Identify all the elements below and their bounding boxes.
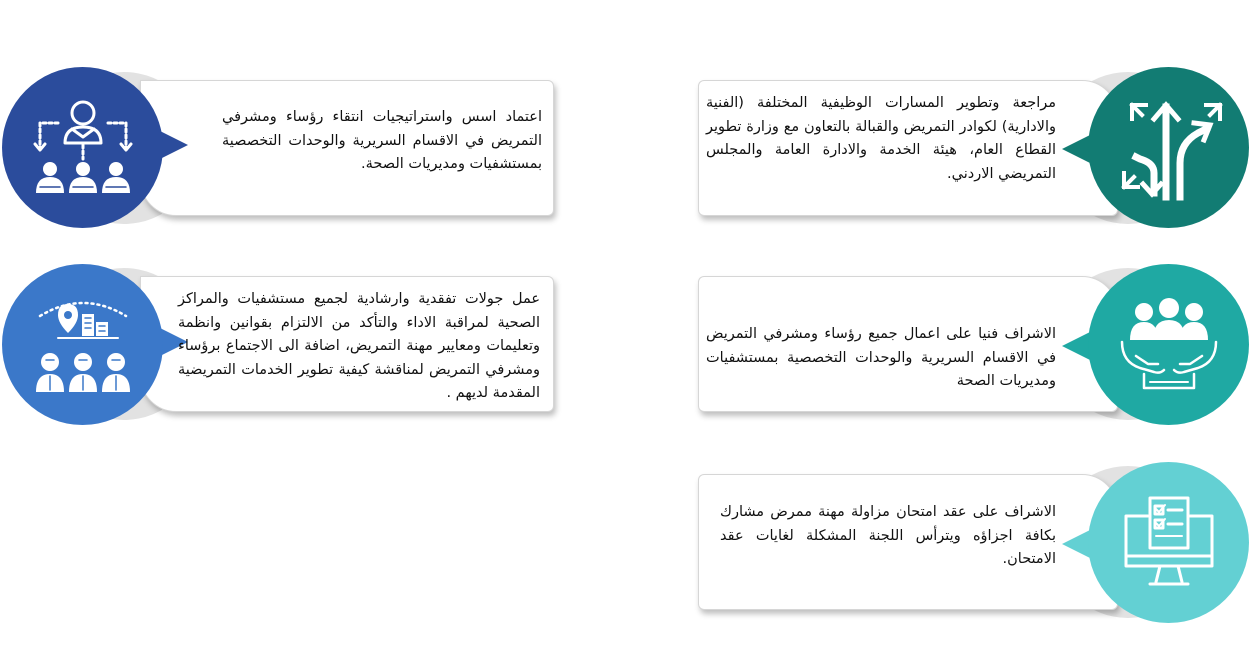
pointer-arrow (1062, 332, 1090, 360)
card-text: الاشراف على عقد امتحان مزاولة مهنة ممرض مشارك بكافة اجزاؤه ويترأس اللجنة المشكلة لغايات عقد الامتحان. (720, 504, 1056, 567)
monitor-checklist-icon (1114, 488, 1224, 598)
people-arrows-icon (28, 93, 138, 203)
icon-circle (2, 264, 163, 425)
card-text: مراجعة وتطوير المسارات الوظيفية المختلفة (الفنية والادارية) لكوادر التمريض والقبالة بالتعاون مع وزارة تطوير القطاع العام، هيئة الخدمة والادارة العامة والمجلس التمريضي الاردني. (706, 95, 1056, 182)
icon-circle (2, 67, 163, 228)
card-text: الاشراف فنيا على اعمال جميع رؤساء ومشرفي التمريض في الاقسام السريرية والوحدات التخصصية بمستشفيات ومديريات الصحة (706, 326, 1056, 389)
pointer-arrow (1062, 135, 1090, 163)
icon-circle (1088, 264, 1249, 425)
team-hands-icon (1114, 290, 1224, 400)
location-staff-icon (28, 290, 138, 400)
card-text: اعتماد اسس واستراتيجيات انتقاء رؤساء ومشرفي التمريض في الاقسام السريرية والوحدات التخصصية بمستشفيات ومديريات الصحة. (222, 109, 542, 172)
pointer-arrow (160, 131, 188, 159)
diverging-arrows-icon (1114, 93, 1224, 203)
icon-circle (1088, 67, 1249, 228)
card-text: عمل جولات تفقدية وارشادية لجميع مستشفيات والمراكز الصحية لمراقبة الاداء والتأكد من الالتزام بقوانين وانظمة وتعليمات ومعايير مهنة التمريض، اضافة الى الاجتماع برؤساء ومشرفي التمريض لمناقشة كيفية تطوير الخدمات التمريضية المقدمة لديهم . (178, 291, 540, 401)
icon-circle (1088, 462, 1249, 623)
pointer-arrow (1062, 530, 1090, 558)
